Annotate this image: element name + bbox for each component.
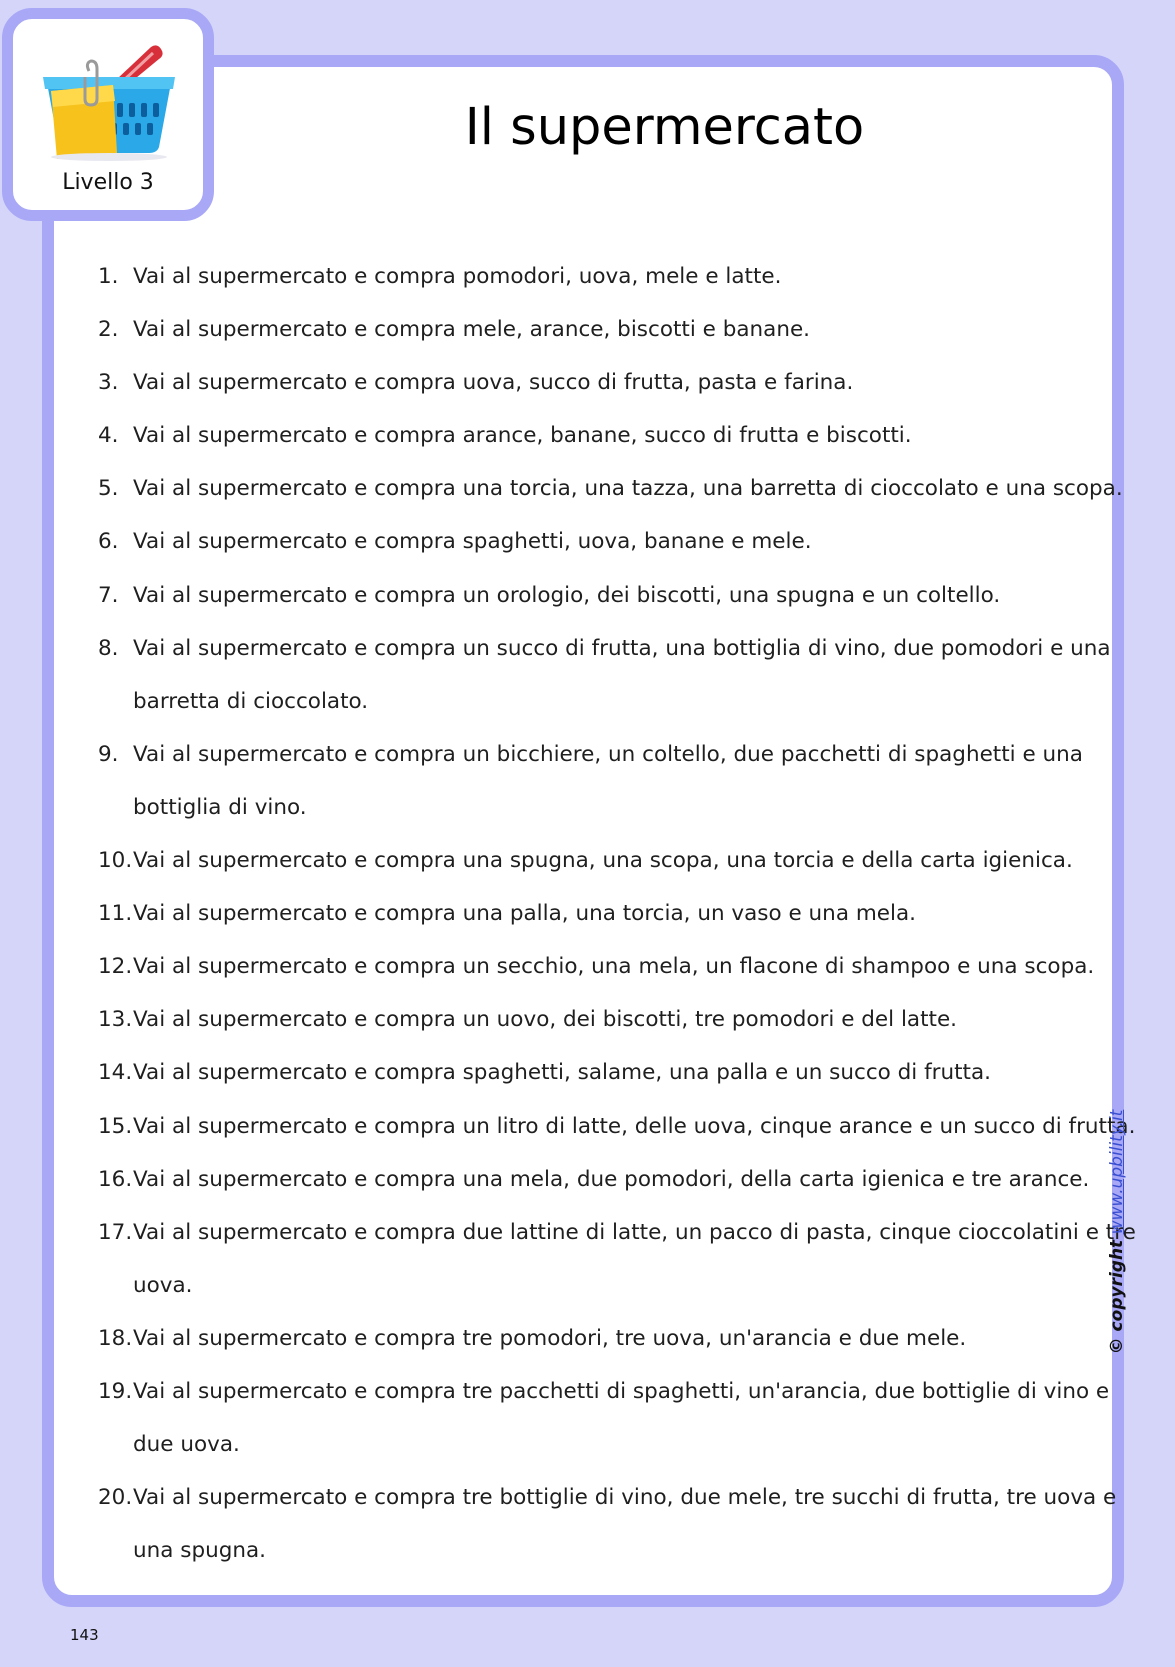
list-item-line: [98, 569, 1048, 622]
list-item-number: [98, 1259, 133, 1312]
list-item-text: Vai al supermercato e compra un bicchiere, un coltello, due pacchetti di spaghetti e una: [133, 741, 1083, 767]
list-item-number: [98, 1524, 133, 1577]
list-item-text: Vai al supermercato e compra una mela, due pomodori, della carta igienica e tre arance.: [133, 1166, 1090, 1192]
list-item-line: [98, 622, 1111, 675]
list-item-number: 1.: [98, 264, 119, 289]
list-item-number: 4.: [98, 423, 119, 449]
copyright-link[interactable]: www.upbility.it: [1107, 1109, 1127, 1235]
list-item-number: 17.: [98, 1219, 133, 1245]
list-item-text: Vai al supermercato e compra due lattine di latte, un pacco di pasta, cinque cioccolatini e tre: [133, 1219, 1136, 1245]
list-item: [98, 1100, 1136, 1153]
list-item: [98, 569, 1048, 622]
list-item-number: 7.: [98, 582, 119, 608]
list-item-continuation: [98, 1418, 1048, 1471]
list-item-text: una spugna.: [133, 1538, 267, 1564]
list-item-line: [98, 1365, 1110, 1418]
level-label: Livello 3: [62, 170, 154, 195]
list-item: [98, 1471, 1117, 1577]
list-item: [98, 728, 1083, 834]
list-item-text: Vai al supermercato e compra un secchio, una mela, un flacone di shampoo e una scopa.: [133, 954, 1095, 980]
list-item-number: 5.: [98, 476, 119, 502]
list-item-text: Vai al supermercato e compra un orologio, dei biscotti, una spugna e un coltello.: [133, 582, 1001, 608]
list-item-line: [98, 1100, 1136, 1153]
list-item-number: 10.: [98, 848, 133, 874]
list-item-number: [98, 781, 133, 834]
list-item-number: [98, 675, 133, 728]
copyright-notice: [1107, 1109, 1127, 1355]
list-item-number: 9.: [98, 741, 119, 767]
list-item: [98, 1312, 1048, 1365]
list-item-number: 15.: [98, 1113, 133, 1139]
list-item: [98, 409, 1048, 462]
list-item: [98, 462, 1123, 515]
list-item-text: Vai al supermercato e compra spaghetti, uova, banane e mele.: [133, 529, 812, 555]
list-item-number: 12.: [98, 954, 133, 980]
list-item-text: due uova.: [133, 1432, 240, 1458]
list-item-line: [98, 1206, 1136, 1259]
list-item-number: 2.: [98, 317, 119, 343]
list-item-line: [98, 462, 1123, 515]
list-item-number: 6.: [98, 529, 119, 555]
page-number: 143: [70, 1626, 99, 1644]
list-item: [98, 834, 1073, 887]
list-item-number: 20.: [98, 1485, 133, 1511]
list-item-number: 8.: [98, 635, 119, 661]
list-item-line: [98, 250, 1048, 303]
list-item: [98, 303, 1048, 356]
list-item: [98, 250, 1048, 303]
list-item-number: 11.: [98, 901, 133, 927]
list-item-line: [98, 728, 1083, 781]
list-item-number: 3.: [98, 370, 119, 396]
list-item-line: [98, 356, 1048, 409]
list-item-text: uova.: [133, 1272, 193, 1298]
list-item-text: Vai al supermercato e compra mele, arance, biscotti e banane.: [133, 317, 811, 343]
list-item-number: 14.: [98, 1060, 133, 1086]
list-item-text: Vai al supermercato e compra pomodori, uova, mele e latte.: [133, 264, 782, 289]
shopping-basket-with-note-icon: [39, 41, 179, 161]
list-item-text: Vai al supermercato e compra tre pomodori, tre uova, un'arancia e due mele.: [133, 1325, 967, 1351]
copyright-label: © copyright: [1107, 1239, 1127, 1355]
list-item-text: Vai al supermercato e compra una palla, una torcia, un vaso e una mela.: [133, 901, 916, 927]
list-item-number: 19.: [98, 1378, 133, 1404]
list-item: [98, 1365, 1110, 1471]
list-item: [98, 1046, 1048, 1099]
list-item: [98, 622, 1111, 728]
list-item-continuation: [98, 1259, 1048, 1312]
list-item-text: Vai al supermercato e compra arance, banane, succo di frutta e biscotti.: [133, 423, 912, 449]
list-item: [98, 356, 1048, 409]
list-item: [98, 1153, 1090, 1206]
list-item-text: Vai al supermercato e compra tre bottiglie di vino, due mele, tre succhi di frutta, tre uova e: [133, 1485, 1117, 1511]
list-item-line: [98, 887, 1048, 940]
list-item-continuation: [98, 1524, 1048, 1577]
page-title: Il supermercato: [464, 98, 865, 157]
level-badge: [2, 8, 214, 221]
list-item-number: [98, 1418, 133, 1471]
list-item-line: [98, 409, 1048, 462]
list-item-line: [98, 1471, 1117, 1524]
list-item-text: Vai al supermercato e compra un litro di latte, delle uova, cinque arance e un succo di frutta.: [133, 1113, 1136, 1139]
list-item-continuation: [98, 781, 1048, 834]
list-item-text: Vai al supermercato e compra una torcia, una tazza, una barretta di cioccolato e una scopa.: [133, 476, 1123, 502]
list-item-number: 13.: [98, 1007, 133, 1033]
list-item-line: [98, 1046, 1048, 1099]
list-item: [98, 940, 1095, 993]
list-item-text: Vai al supermercato e compra uova, succo di frutta, pasta e farina.: [133, 370, 854, 396]
list-item-line: [98, 1312, 1048, 1365]
list-item-continuation: [98, 675, 1048, 728]
list-item-line: [98, 834, 1073, 887]
list-item: [98, 515, 1048, 568]
list-item-text: Vai al supermercato e compra una spugna, una scopa, una torcia e della carta igienica.: [133, 848, 1073, 874]
list-item-line: [98, 1153, 1090, 1206]
list-item-line: [98, 303, 1048, 356]
list-item-text: Vai al supermercato e compra un succo di frutta, una bottiglia di vino, due pomodori e una: [133, 635, 1111, 661]
list-item-text: Vai al supermercato e compra spaghetti, salame, una palla e un succo di frutta.: [133, 1060, 991, 1086]
list-item-line: [98, 515, 1048, 568]
list-item: [98, 993, 1048, 1046]
list-item-text: Vai al supermercato e compra tre pacchetti di spaghetti, un'arancia, due bottiglie di vino e: [133, 1378, 1110, 1404]
list-item-number: 18.: [98, 1325, 133, 1351]
list-item-text: Vai al supermercato e compra un uovo, dei biscotti, tre pomodori e del latte.: [133, 1007, 958, 1033]
list-item-text: bottiglia di vino.: [133, 794, 307, 820]
list-item-text: barretta di cioccolato.: [133, 688, 369, 714]
list-item-number: 16.: [98, 1166, 133, 1192]
list-item: [98, 887, 1048, 940]
list-item-line: [98, 940, 1095, 993]
list-item-line: [98, 993, 1048, 1046]
